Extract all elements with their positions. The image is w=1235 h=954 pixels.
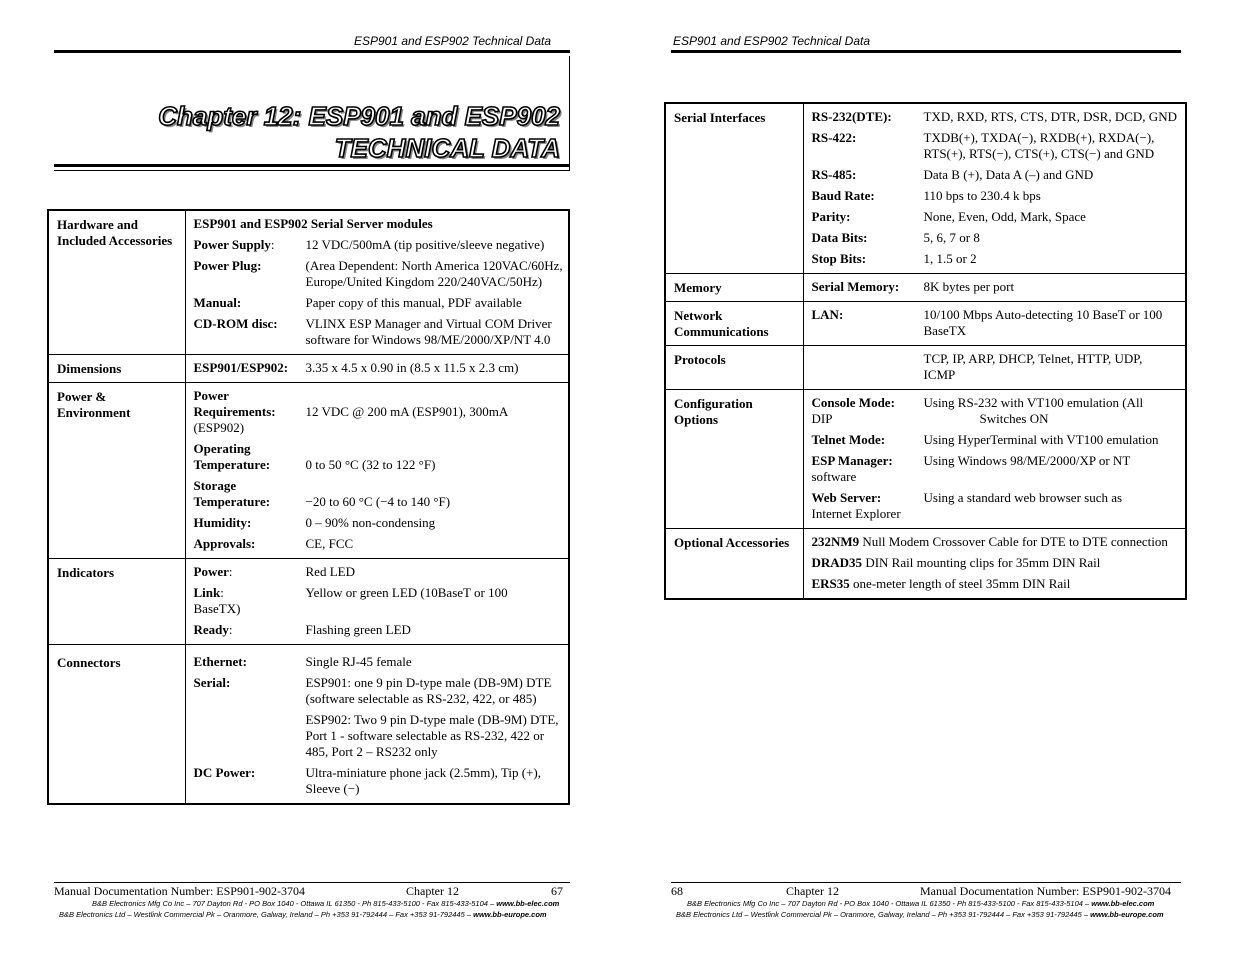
spec-section-connectors (48, 645, 569, 805)
spec-label: Parity: (811, 209, 851, 224)
spec-value: −20 to 60 °C (−4 to 140 °F) (305, 494, 451, 509)
category-label: Memory (665, 274, 803, 302)
spec-value: 12 VDC/500mA (tip positive/sleeve negative) (305, 237, 545, 252)
spec-row (812, 165, 1186, 186)
running-header: ESP901 and ESP902 Technical Data (354, 34, 552, 48)
spec-label: Power Supply (193, 237, 271, 252)
spec-label: Ethernet: (193, 654, 247, 669)
spec-label: Power Requirements: (193, 388, 276, 419)
spec-value: 8K bytes per port (923, 279, 1015, 294)
spec-value: Yellow or green LED (10BaseT or 100 (305, 585, 508, 600)
spec-value: Using a standard web browser such as (923, 490, 1123, 505)
spec-value: None, Even, Odd, Mark, Space (923, 209, 1086, 224)
spec-label: Operating Temperature: (193, 441, 271, 472)
spec-section-indicators (48, 559, 569, 645)
spec-value: Ultra-miniature phone jack (2.5mm), Tip (+), Sleeve (−) (305, 765, 542, 796)
spec-row: Power Supply: 12 VDC/500mA (tip positive/sleeve negative) (194, 235, 569, 256)
spec-label: Serial: (193, 675, 231, 690)
spec-label: Data Bits: (811, 230, 868, 245)
accessory-item: DRAD35 DIN Rail mounting clips for 35mm DIN Rail (811, 555, 1101, 570)
spec-label: LAN: (811, 307, 844, 322)
spec-row (194, 513, 569, 534)
title-divider (569, 56, 570, 170)
right-page (617, 0, 1235, 954)
spec-label: Baud Rate: (811, 188, 875, 203)
spec-label: Storage Temperature: (193, 478, 271, 509)
spec-label: Power (193, 564, 229, 579)
spec-label: RS-232(DTE): (811, 109, 892, 124)
page-number: 67 (551, 884, 563, 898)
running-header: ESP901 and ESP902 Technical Data (673, 34, 871, 48)
company-footer-line2: B&B Electronics Ltd – Westlink Commercial Pk – Oranmore, Galway, Ireland – Ph +353 91-792444 – Fax +353 91-792445 – www.bb-europe.com (676, 910, 1164, 919)
footer-rule (671, 882, 1181, 883)
category-label: Hardware and Included Accessories (48, 210, 185, 355)
spec-row (812, 107, 1186, 128)
spec-value: Single RJ-45 female (305, 654, 412, 669)
spec-value: 1, 1.5 or 2 (923, 251, 977, 266)
spec-row (194, 314, 569, 351)
category-label: Connectors (48, 645, 185, 805)
spec-row (812, 186, 1186, 207)
chapter-title (60, 100, 560, 164)
category-label: Indicators (48, 559, 185, 645)
header-rule (671, 50, 1181, 53)
spec-label: RS-422: (811, 130, 857, 145)
spec-label: Power Plug: (193, 258, 262, 273)
spec-row (812, 128, 1186, 165)
spec-label: RS-485: (811, 167, 857, 182)
company-footer-line2: B&B Electronics Ltd – Westlink Commercial Pk – Oranmore, Galway, Ireland – Ph +353 91-792444 – Fax +353 91-792445 – www.bb-europe.com (59, 910, 547, 919)
category-label: Optional Accessories (665, 529, 803, 600)
spec-label: ESP901/ESP902: (193, 360, 289, 375)
spec-row (812, 228, 1186, 249)
spec-label: Serial Memory: (811, 279, 900, 294)
spec-value: Paper copy of this manual, PDF available (305, 295, 522, 310)
spec-value: TXDB(+), TXDA(−), RXDB(+), RXDA(−), RTS(+), RTS(−), CTS(+), CTS(−) and GND (923, 130, 1155, 161)
spec-section-optional-accessories (665, 529, 1186, 600)
accessory-item: ERS35 one-meter length of steel 35mm DIN Rail (811, 576, 1071, 591)
spec-table-left (47, 209, 570, 805)
spec-label: Manual: (193, 295, 242, 310)
spec-value: CE, FCC (305, 536, 354, 551)
spec-value: VLINX ESP Manager and Virtual COM Driver software for Windows 98/ME/2000/XP/NT 4.0 (305, 316, 552, 347)
spec-label: Console Mode: (811, 395, 895, 410)
chapter-title-line1: Chapter 12: ESP901 and ESP902 (158, 101, 560, 131)
page-number: 68 (671, 884, 683, 898)
spec-section-power-environment (48, 383, 569, 559)
spec-value: 12 VDC @ 200 mA (ESP901), 300mA (305, 404, 509, 419)
category-label: Network Communications (665, 302, 803, 346)
spec-label: CD-ROM disc: (193, 316, 278, 331)
spec-label: DC Power: (193, 765, 256, 780)
spec-value: (Area Dependent: North America 120VAC/60Hz, Europe/United Kingdom 220/240VAC/50Hz) (305, 258, 563, 289)
spec-value: 5, 6, 7 or 8 (923, 230, 980, 245)
header-rule (54, 50, 570, 53)
section-heading: ESP901 and ESP902 Serial Server modules (193, 216, 433, 231)
company-footer-line1: B&B Electronics Mfg Co Inc – 707 Dayton Rd - PO Box 1040 - Ottawa IL 61350 - Ph 815-433-5100 - Fax 815-433-5104 – www.bb-elec.com (92, 899, 560, 908)
spec-value: ESP901: one 9 pin D-type male (DB-9M) DTE (software selectable as RS-232, 422, or 485) (305, 675, 552, 706)
spec-section-dimensions (48, 355, 569, 383)
spec-label: Telnet Mode: (811, 432, 886, 447)
spec-row (194, 293, 569, 314)
category-label: Dimensions (48, 355, 185, 383)
spec-row (812, 349, 1186, 386)
footer-chapter: Chapter 12 (406, 884, 459, 898)
spec-label: Stop Bits: (811, 251, 867, 266)
spec-section-serial-interfaces (665, 103, 1186, 274)
spec-value: Using RS-232 with VT100 emulation (All (923, 395, 1144, 410)
spec-value: Using Windows 98/ME/2000/XP or NT (923, 453, 1131, 468)
category-label: Power & Environment (48, 383, 185, 559)
spec-row: Console Mode: DIP Using RS-232 with VT100 emulation (All Switches ON (812, 393, 1186, 430)
spec-label: ESP Manager: (811, 453, 893, 468)
spec-value: 10/100 Mbps Auto-detecting 10 BaseT or 100 BaseTX (923, 307, 1163, 338)
left-page (0, 0, 617, 954)
spec-label: Approvals: (193, 536, 256, 551)
spec-value: 110 bps to 230.4 k bps (923, 188, 1041, 203)
spec-section-memory (665, 274, 1186, 302)
category-label: Protocols (665, 346, 803, 390)
spec-value: 3.35 x 4.5 x 0.90 in (8.5 x 11.5 x 2.3 cm) (305, 360, 519, 375)
spec-value: ESP902: Two 9 pin D-type male (DB-9M) DTE, Port 1 - software selectable as RS-232, 422 or 485, Port 2 – RS232 only (305, 712, 559, 759)
footer-rule (54, 882, 570, 883)
spec-value: Using HyperTerminal with VT100 emulation (923, 432, 1159, 447)
chapter-title-line2: TECHNICAL DATA (334, 133, 560, 163)
spec-row: Power: Red LED (194, 562, 569, 583)
spec-row: ESP Manager: software Using Windows 98/ME/2000/XP or NT (812, 451, 1186, 488)
company-footer-line1: B&B Electronics Mfg Co Inc – 707 Dayton Rd - PO Box 1040 - Ottawa IL 61350 - Ph 815-433-5100 - Fax 815-433-5104 – www.bb-elec.com (687, 899, 1155, 908)
spec-row (812, 305, 1186, 342)
spec-row: Web Server: Internet Explorer Using a standard web browser such as (812, 488, 1186, 525)
footer-doc-number: Manual Documentation Number: ESP901-902-3704 (54, 884, 305, 898)
spec-row (812, 207, 1186, 228)
spec-value: TXD, RXD, RTS, CTS, DTR, DSR, DCD, GND (923, 109, 1177, 124)
spec-value: Red LED (305, 564, 355, 579)
spec-section-configuration (665, 390, 1186, 529)
spec-label: Humidity: (193, 515, 252, 530)
spec-value: 0 to 50 °C (32 to 122 °F) (305, 457, 436, 472)
category-label: Configuration Options (665, 390, 803, 529)
spec-table-right (664, 102, 1187, 600)
accessory-item: 232NM9 Null Modem Crossover Cable for DTE to DTE connection (811, 534, 1168, 549)
spec-section-network (665, 302, 1186, 346)
spec-value: 0 – 90% non-condensing (305, 515, 436, 530)
spec-row (812, 277, 1186, 298)
spec-row (194, 763, 569, 800)
title-rule (54, 164, 570, 167)
spec-label: Link (193, 585, 221, 600)
spec-label: Web Server: (811, 490, 882, 505)
spec-section-hardware (48, 210, 569, 355)
spec-label: Ready (193, 622, 229, 637)
spec-value: Flashing green LED (305, 622, 411, 637)
title-rule-thin (54, 170, 570, 171)
spec-row (812, 430, 1186, 451)
spec-row (194, 476, 569, 513)
spec-row (812, 249, 1186, 270)
spec-value: Data B (+), Data A (–) and GND (923, 167, 1094, 182)
footer-chapter: Chapter 12 (786, 884, 839, 898)
spec-row (194, 534, 569, 555)
spec-row: Link: BaseTX) Yellow or green LED (10BaseT or 100 (194, 583, 569, 620)
spec-row (194, 256, 569, 293)
spec-row (194, 673, 569, 763)
spec-section-protocols (665, 346, 1186, 390)
spec-row: Power Requirements: (ESP902) 12 VDC @ 200 mA (ESP901), 300mA (194, 386, 569, 439)
footer-doc-number: Manual Documentation Number: ESP901-902-3704 (920, 884, 1171, 898)
spec-row (194, 358, 569, 379)
spec-row (194, 652, 569, 673)
spec-row: Ready: Flashing green LED (194, 620, 569, 641)
spec-row (194, 439, 569, 476)
category-label: Serial Interfaces (665, 103, 803, 274)
spec-value: TCP, IP, ARP, DHCP, Telnet, HTTP, UDP, ICMP (923, 351, 1143, 382)
